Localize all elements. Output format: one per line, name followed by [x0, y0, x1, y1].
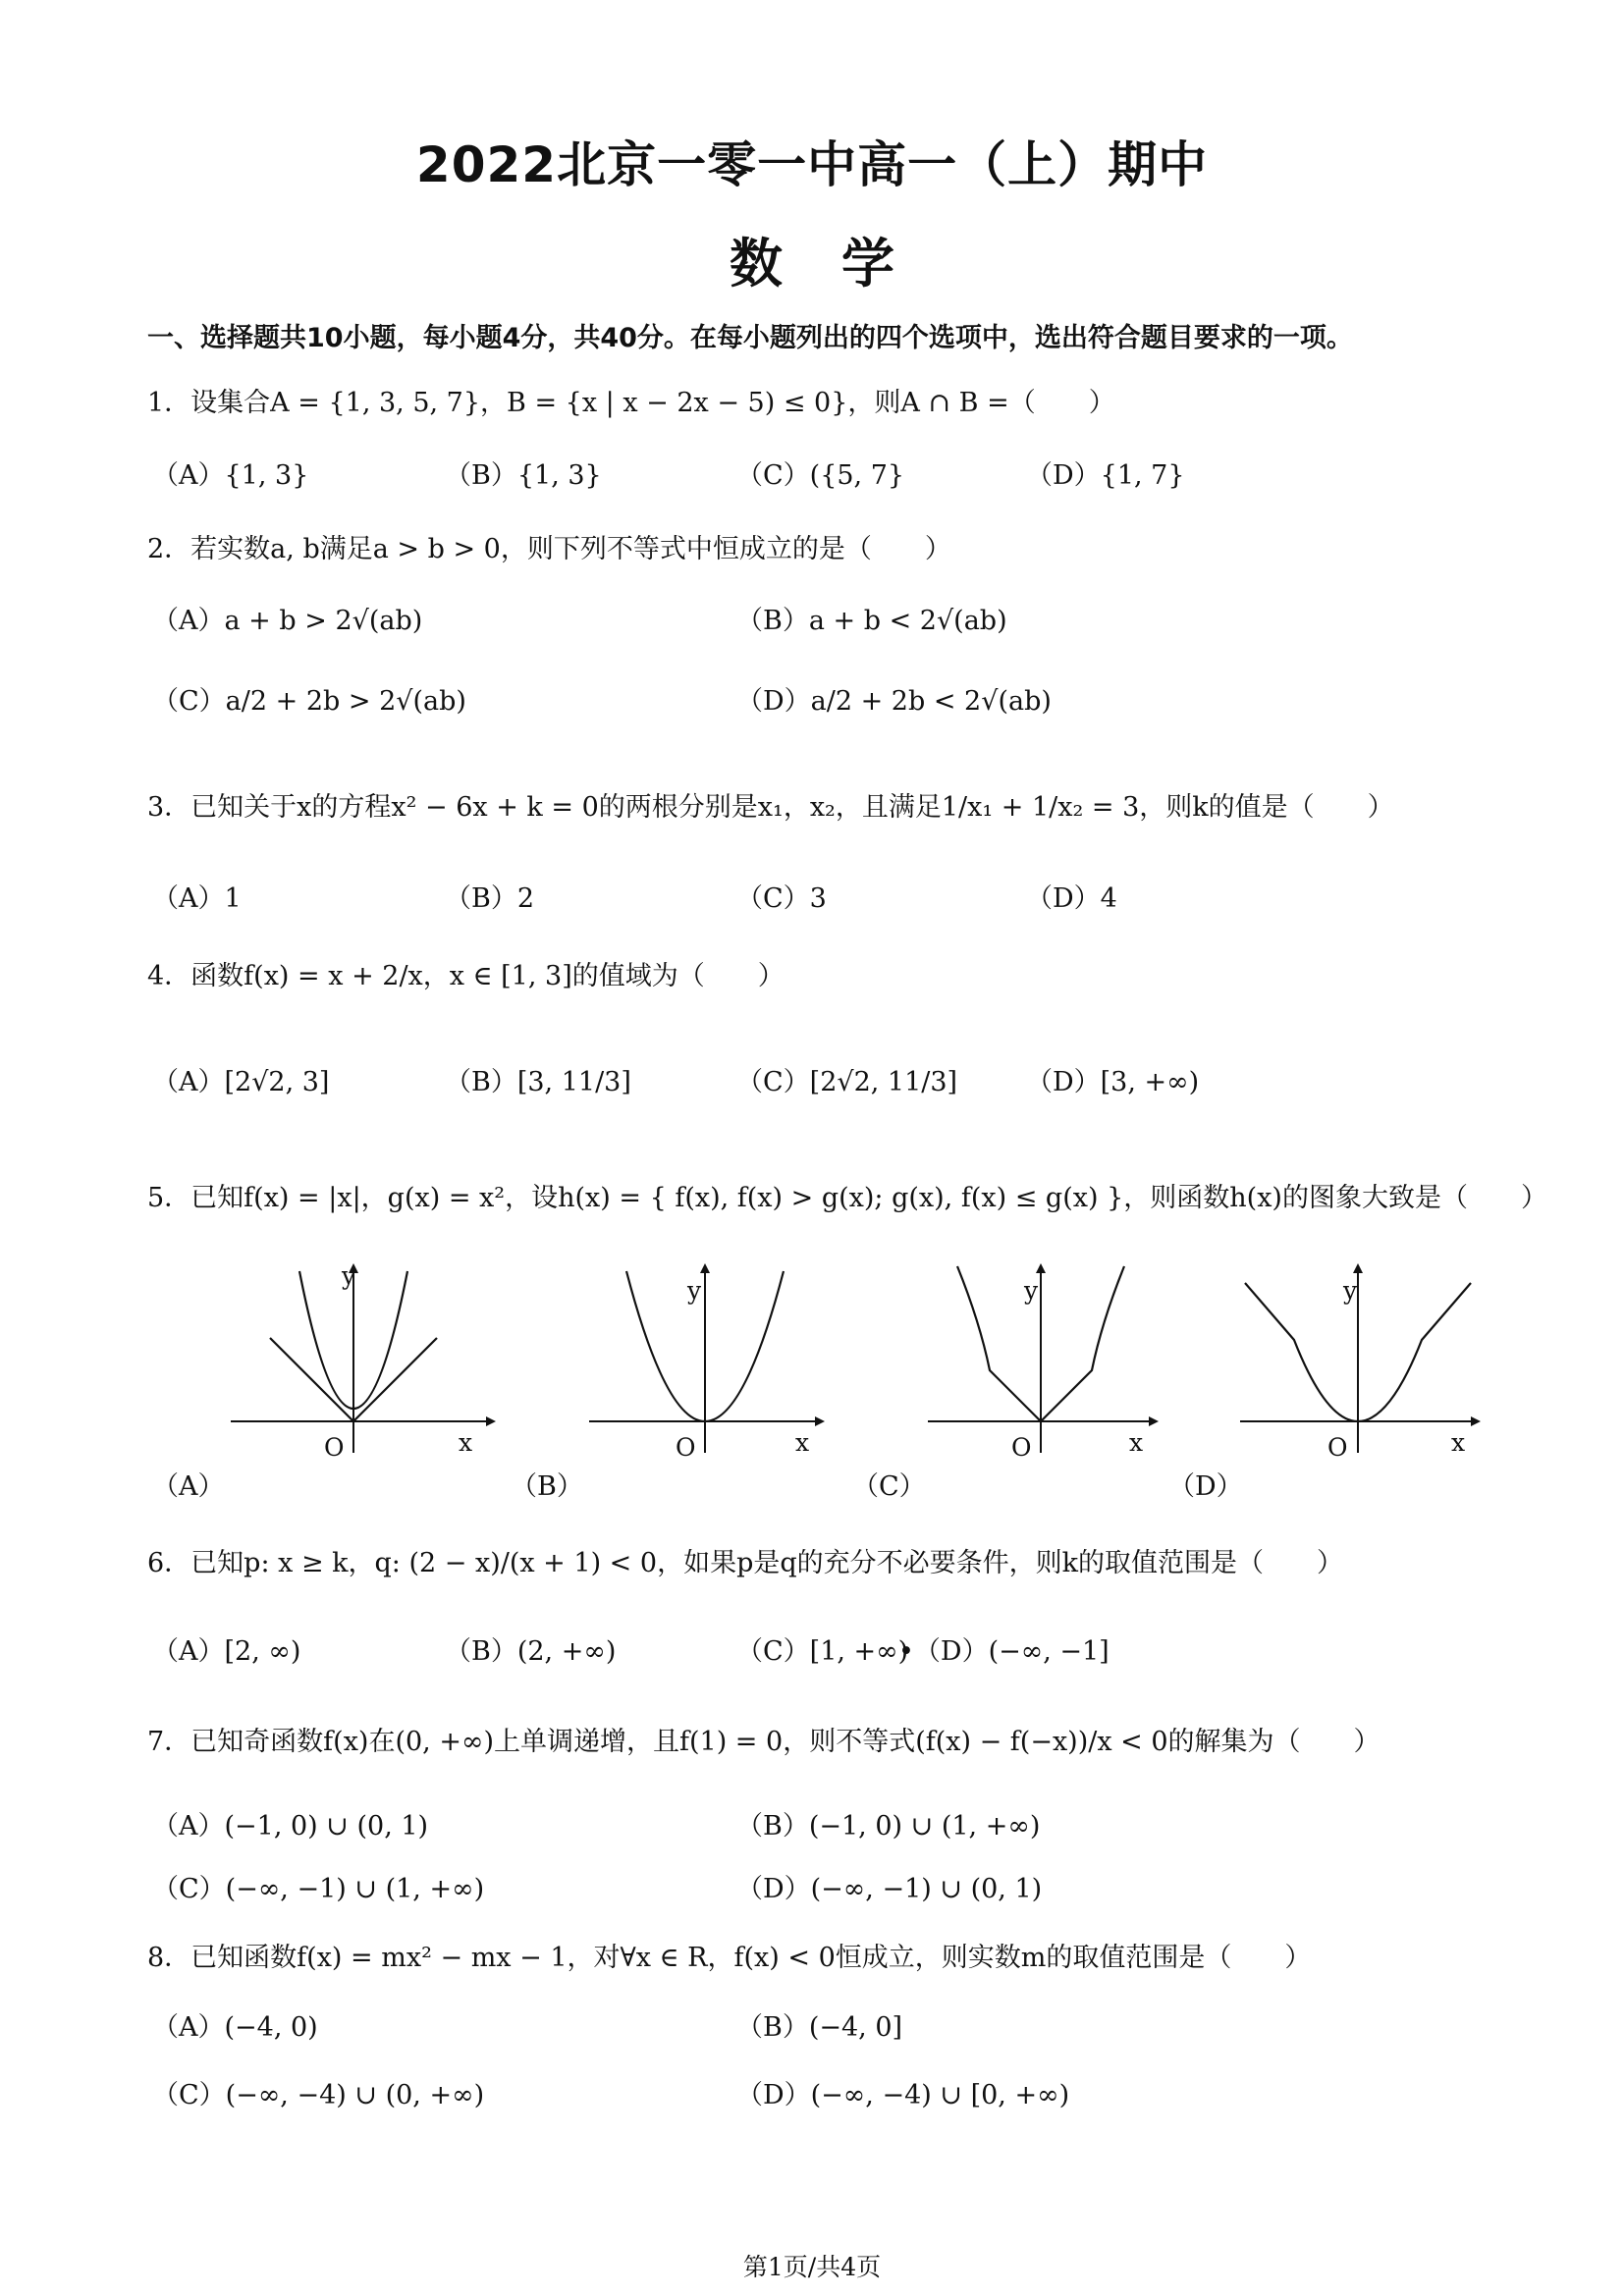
graph-a-origin-label: O	[324, 1433, 345, 1462]
question-4-option-c: （C）[2√2, 11/3]	[736, 1067, 958, 1097]
question-2-stem: 2．若实数a, b满足a > b > 0，则下列不等式中恒成立的是（ ）	[147, 534, 951, 564]
question-8-option-b: （B）(−4, 0]	[736, 2012, 903, 2043]
graph-option-b	[579, 1261, 825, 1458]
graph-b-origin-label: O	[676, 1433, 696, 1462]
question-5-option-d: （D）	[1168, 1471, 1243, 1502]
question-6-option-d: •（D）(−∞, −1]	[898, 1636, 1110, 1667]
question-7-option-b: （B）(−1, 0) ∪ (1, +∞)	[736, 1811, 1041, 1842]
question-7-stem: 7．已知奇函数f(x)在(0, +∞)上单调递增，且f(1) = 0，则不等式(f(x) − f(−x))/x < 0的解集为（ ）	[147, 1727, 1380, 1757]
question-1-option-a: （A）{1, 3}	[152, 460, 309, 491]
question-3-option-a: （A）1	[152, 883, 242, 914]
question-1-option-c: （C）({5, 7}	[736, 460, 905, 491]
question-5-option-a: （A）	[152, 1471, 225, 1502]
question-7-option-c: （C）(−∞, −1) ∪ (1, +∞)	[152, 1874, 485, 1904]
graph-option-c	[923, 1261, 1159, 1458]
question-5-option-c: （C）	[852, 1471, 926, 1502]
question-8-option-d: （D）(−∞, −4) ∪ [0, +∞)	[736, 2080, 1070, 2110]
question-6-option-a: （A）[2, ∞)	[152, 1636, 301, 1667]
question-2-option-b: （B）a + b < 2√(ab)	[736, 606, 1007, 636]
question-3-option-b: （B）2	[445, 883, 535, 914]
x-arrow-icon	[1149, 1416, 1159, 1426]
question-6-stem: 6．已知p: x ≥ k，q: (2 − x)/(x + 1) < 0，如果p是q的充分不必要条件，则k的取值范围是（ ）	[147, 1548, 1343, 1578]
graph-d-origin-label: O	[1327, 1433, 1348, 1462]
question-6-option-c: （C）[1, +∞)	[736, 1636, 909, 1667]
y-arrow-icon	[1036, 1263, 1046, 1273]
y-arrow-icon	[1353, 1263, 1363, 1273]
graph-c-origin-label: O	[1011, 1433, 1032, 1462]
question-8-option-a: （A）(−4, 0)	[152, 2012, 318, 2043]
question-3-stem: 3．已知关于x的方程x² − 6x + k = 0的两根分别是x₁，x₂，且满足1/x₁ + 1/x₂ = 3，则k的值是（ ）	[147, 792, 1394, 823]
section-heading: 一、选择题共10小题，每小题4分，共40分。在每小题列出的四个选项中，选出符合题目要求的一项。	[147, 323, 1353, 353]
graph-d-x-label: x	[1451, 1428, 1466, 1457]
graph-option-a	[221, 1261, 496, 1458]
question-7-option-a: （A）(−1, 0) ∪ (0, 1)	[152, 1811, 429, 1842]
question-5-stem: 5．已知f(x) = |x|，g(x) = x²，设h(x) = { f(x), f(x) > g(x); g(x), f(x) ≤ g(x) }，则函数h(x)的图象大致是（ ）	[147, 1183, 1547, 1213]
graph-a-x-label: x	[459, 1428, 473, 1457]
question-8-stem: 8．已知函数f(x) = mx² − mx − 1，对∀x ∈ R，f(x) < 0恒成立，则实数m的取值范围是（ ）	[147, 1943, 1312, 1973]
question-4-option-b: （B）[3, 11/3]	[445, 1067, 631, 1097]
subject-title: 数学	[730, 233, 953, 294]
graph-option-d	[1235, 1261, 1481, 1458]
question-3-option-c: （C）3	[736, 883, 827, 914]
question-1-stem: 1．设集合A = {1, 3, 5, 7}，B = {x | x − 2x − 5) ≤ 0}，则A ∩ B =（ ）	[147, 388, 1115, 418]
question-1-option-d: （D）{1, 7}	[1026, 460, 1185, 491]
x-arrow-icon	[1471, 1416, 1481, 1426]
question-7-option-d: （D）(−∞, −1) ∪ (0, 1)	[736, 1874, 1043, 1904]
graph-c-x-label: x	[1129, 1428, 1144, 1457]
exam-title: 2022北京一零一中高一（上）期中	[415, 136, 1209, 193]
question-1-option-b: （B）{1, 3}	[445, 460, 602, 491]
question-2-option-d: （D）a/2 + 2b < 2√(ab)	[736, 686, 1052, 717]
page-number: 第1页/共4页	[742, 2253, 882, 2281]
x-arrow-icon	[815, 1416, 825, 1426]
graph-d-y-label: y	[1343, 1276, 1358, 1305]
graph-b-y-label: y	[687, 1276, 702, 1305]
question-6-option-b: （B）(2, +∞)	[445, 1636, 617, 1667]
question-2-option-c: （C）a/2 + 2b > 2√(ab)	[152, 686, 466, 717]
question-8-option-c: （C）(−∞, −4) ∪ (0, +∞)	[152, 2080, 485, 2110]
question-4-option-d: （D）[3, +∞)	[1026, 1067, 1200, 1097]
graph-b-x-label: x	[795, 1428, 810, 1457]
question-5-option-b: （B）	[511, 1471, 583, 1502]
question-2-option-a: （A）a + b > 2√(ab)	[152, 606, 423, 636]
question-4-option-a: （A）[2√2, 3]	[152, 1067, 330, 1097]
graph-a-y-label: y	[342, 1261, 356, 1290]
x-arrow-icon	[486, 1416, 496, 1426]
question-4-stem: 4．函数f(x) = x + 2/x，x ∈ [1, 3]的值域为（ ）	[147, 961, 785, 991]
graph-c-y-label: y	[1024, 1276, 1039, 1305]
question-3-option-d: （D）4	[1026, 883, 1117, 914]
y-arrow-icon	[700, 1263, 710, 1273]
